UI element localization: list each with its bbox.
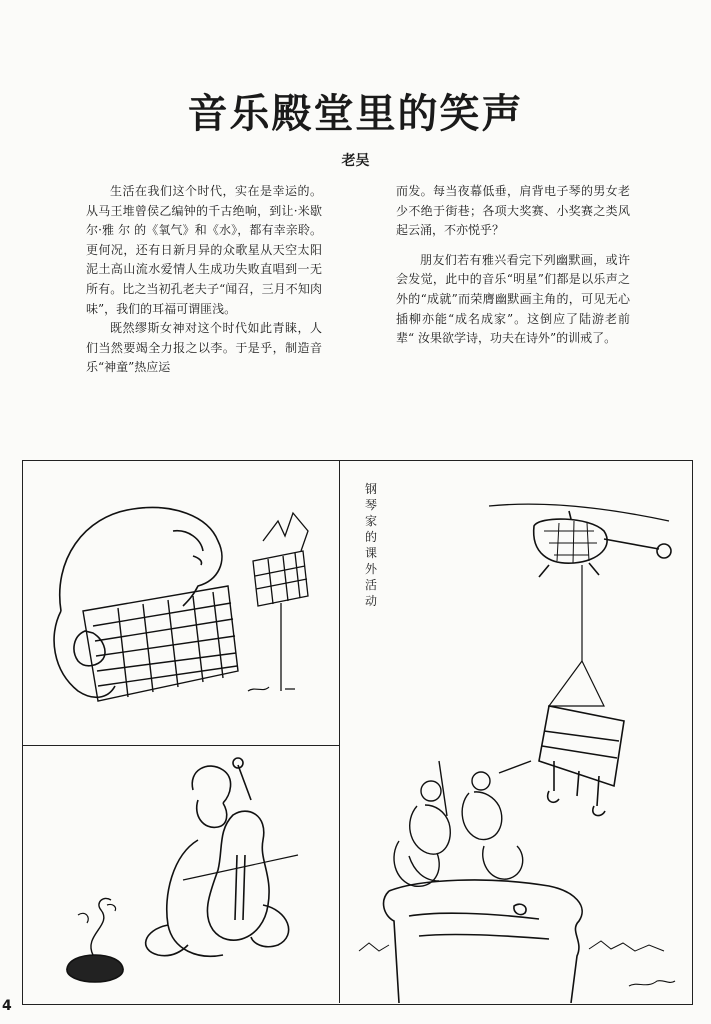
paragraph: 既然缪斯女神对这个时代如此青睐，人们当然要竭全力报之以李。于是乎，制造音乐“神童”热应运 — [86, 321, 322, 375]
cellist-snake-charmer-drawing — [23, 745, 339, 1003]
page-number: 4 — [2, 998, 12, 1014]
right-column — [396, 182, 630, 349]
left-column — [86, 182, 322, 378]
helicopter-piano-drawing — [339, 461, 691, 1003]
cartoon-panel-pianists — [339, 461, 691, 1003]
paragraph: 生活在我们这个时代，实在是幸运的。从马王堆曾侯乙编钟的千古绝响，到让·米歇尔·雅 尔 的《氧气》和《水》，都有幸亲聆。更何况，还有日新月异的众歌星从天空太阳泥土高山流水爱情人生成功失败直唱到一无所有。比之当初孔老夫子“闻召，三月不知肉味”，我们的耳福可谓匪浅。 — [86, 184, 322, 316]
paragraph: 朋友们若有雅兴看完下列幽默画，或许会发觉，此中的音乐“明星”们都是以乐声之外的“成就”而荣膺幽默画主角的，可见无心插柳亦能“成名成家”。这倒应了陆游老前辈“ 汝果欲学诗，功夫在诗外”的训戒了。 — [396, 252, 630, 346]
cartoon-panel-cellist — [23, 745, 340, 1003]
cartoon-grid — [22, 460, 693, 1005]
article-title: 音乐殿堂里的笑声 — [187, 91, 524, 137]
cartoon-panel-accordion — [23, 461, 340, 746]
paragraph: 而发。每当夜幕低垂，肩背电子琴的男女老少不绝于街巷；各项大奖赛、小奖赛之类风起云涌，不亦悦乎？ — [396, 184, 630, 238]
article-author: 老吴 — [341, 153, 370, 169]
cartoon-caption: 钢琴家的课外活动 — [365, 482, 378, 608]
accordion-player-drawing — [23, 461, 339, 745]
